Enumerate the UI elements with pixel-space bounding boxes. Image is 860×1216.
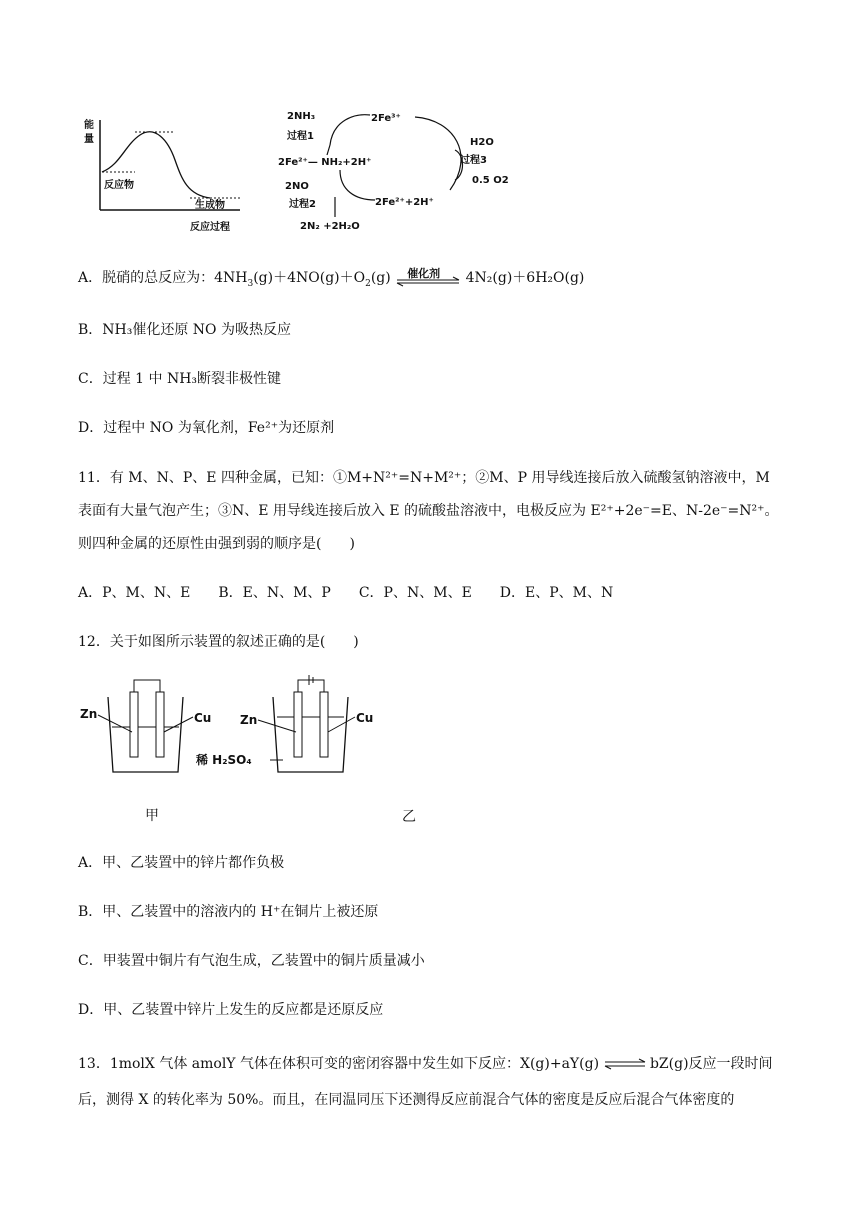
arc-step1	[330, 115, 370, 145]
q10-option-a: A．脱硝的总反应为：$4NH_3(g)+4NO(g)+O_2(g)$ 催化剂 4N₂(g)＋6H₂O(g)	[78, 268, 584, 288]
q12-option-c: C．甲装置中铜片有气泡生成，乙装置中的铜片质量减小	[78, 953, 425, 969]
q12-option-d: D．甲、乙装置中锌片上发生的反应都是还原反应	[78, 1002, 384, 1018]
step1-label: 过程1	[287, 131, 314, 142]
cu-leader-yi	[328, 717, 355, 732]
catalyst-label: 催化剂	[407, 267, 441, 280]
q11-line2: 表面有大量气泡产生；③N、E 用导线连接后放入 E 的硫酸盐溶液中，电极反应为 E²⁺+2e⁻=E、N-2e⁻=N²⁺。	[78, 503, 779, 519]
zn-label-jia: Zn	[80, 707, 98, 721]
fe2-h-label: 2Fe²⁺+2H⁺	[375, 197, 434, 208]
q11-line3: 则四种金属的还原性由强到弱的顺序是( )	[78, 536, 355, 552]
y-label-1: 能	[84, 120, 94, 131]
step3-label: 过程3	[460, 155, 487, 166]
product-label: 生成物	[195, 200, 225, 211]
q13-line1-prefix: 13．1molX 气体 amolY 气体在体积可变的密闭容器中发生如下反应：X(g)+aY(g)	[78, 1056, 600, 1072]
nh3-label: 2NH₃	[287, 111, 316, 122]
arc-top-right	[415, 117, 461, 190]
q11-line1: 11．有 M、N、P、E 四种金属，已知：①M+N²⁺=N+M²⁺；②M、P 用导线连接后放入硫酸氢钠溶液中，M	[78, 470, 770, 486]
wire-jia	[134, 680, 160, 692]
q13-line2: 后，测得 X 的转化率为 50%。而且，在同温同压下还测得反应前混合气体的密度是反应后混合气体密度的	[78, 1092, 735, 1108]
wire-yi	[298, 680, 324, 692]
q11-options: A．P、M、N、E B．E、N、M、P C．P、N、M、E D．E、P、M、N	[78, 585, 614, 601]
fe2-nh2-label: 2Fe²⁺— NH₂+2H⁺	[278, 157, 372, 168]
zn-electrode-yi	[294, 692, 302, 757]
catalyst-equilibrium-arrow	[395, 268, 461, 288]
label-yi: 乙	[402, 809, 416, 825]
q10-option-d: D．过程中 NO 为氧化剂，Fe²⁺为还原剂	[78, 420, 335, 436]
energy-profile-diagram	[80, 110, 250, 235]
reactant-label: 反应物	[104, 180, 134, 191]
x-axis-label: 反应过程	[190, 222, 230, 233]
q10-option-a-suffix: 4N₂(g)＋6H₂O(g)	[465, 270, 585, 286]
cu-electrode-yi	[320, 692, 328, 757]
arc-step1-tail	[327, 145, 330, 155]
q12-option-b: B．甲、乙装置中的溶液内的 H⁺在铜片上被还原	[78, 904, 379, 920]
q13-line1-suffix: bZ(g)反应一段时间	[649, 1056, 773, 1072]
equilibrium-arrow	[604, 1057, 646, 1071]
q12-stem: 12．关于如图所示装置的叙述正确的是( )	[78, 634, 359, 650]
galvanic-cells-figure	[78, 672, 388, 782]
no-label: 2NO	[285, 181, 309, 192]
q12-option-a: A．甲、乙装置中的锌片都作负极	[78, 855, 285, 871]
zn-leader-yi	[258, 720, 296, 732]
products-label: 2N₂ +2H₂O	[300, 221, 360, 232]
zn-label-yi: Zn	[240, 713, 258, 727]
y-label-2: 量	[84, 134, 94, 145]
zn-electrode-jia	[130, 692, 138, 757]
q10-option-b: B．NH₃催化还原 NO 为吸热反应	[78, 322, 291, 338]
o2-label: 0.5 O2	[472, 175, 509, 186]
step2-label: 过程2	[289, 199, 316, 210]
cu-electrode-jia	[156, 692, 164, 757]
label-jia: 甲	[145, 808, 159, 824]
acid-label: 稀 H₂SO₄	[196, 753, 252, 767]
beaker-yi	[273, 697, 348, 772]
cu-label-yi: Cu	[356, 711, 374, 725]
q13-line1	[78, 1054, 773, 1074]
cu-label-jia: Cu	[194, 711, 212, 725]
cu-leader-jia	[164, 717, 193, 732]
q10-option-c: C．过程 1 中 NH₃断裂非极性键	[78, 371, 282, 387]
zn-leader-jia	[98, 715, 132, 732]
beaker-jia	[108, 697, 183, 772]
q10-option-a-prefix: A．脱硝的总反应为：4NH	[78, 270, 248, 286]
catalytic-cycle-diagram	[275, 105, 535, 235]
fe3-label: 2Fe³⁺	[371, 113, 401, 124]
h2o-label: H2O	[470, 137, 494, 148]
arc-step2	[340, 170, 375, 200]
